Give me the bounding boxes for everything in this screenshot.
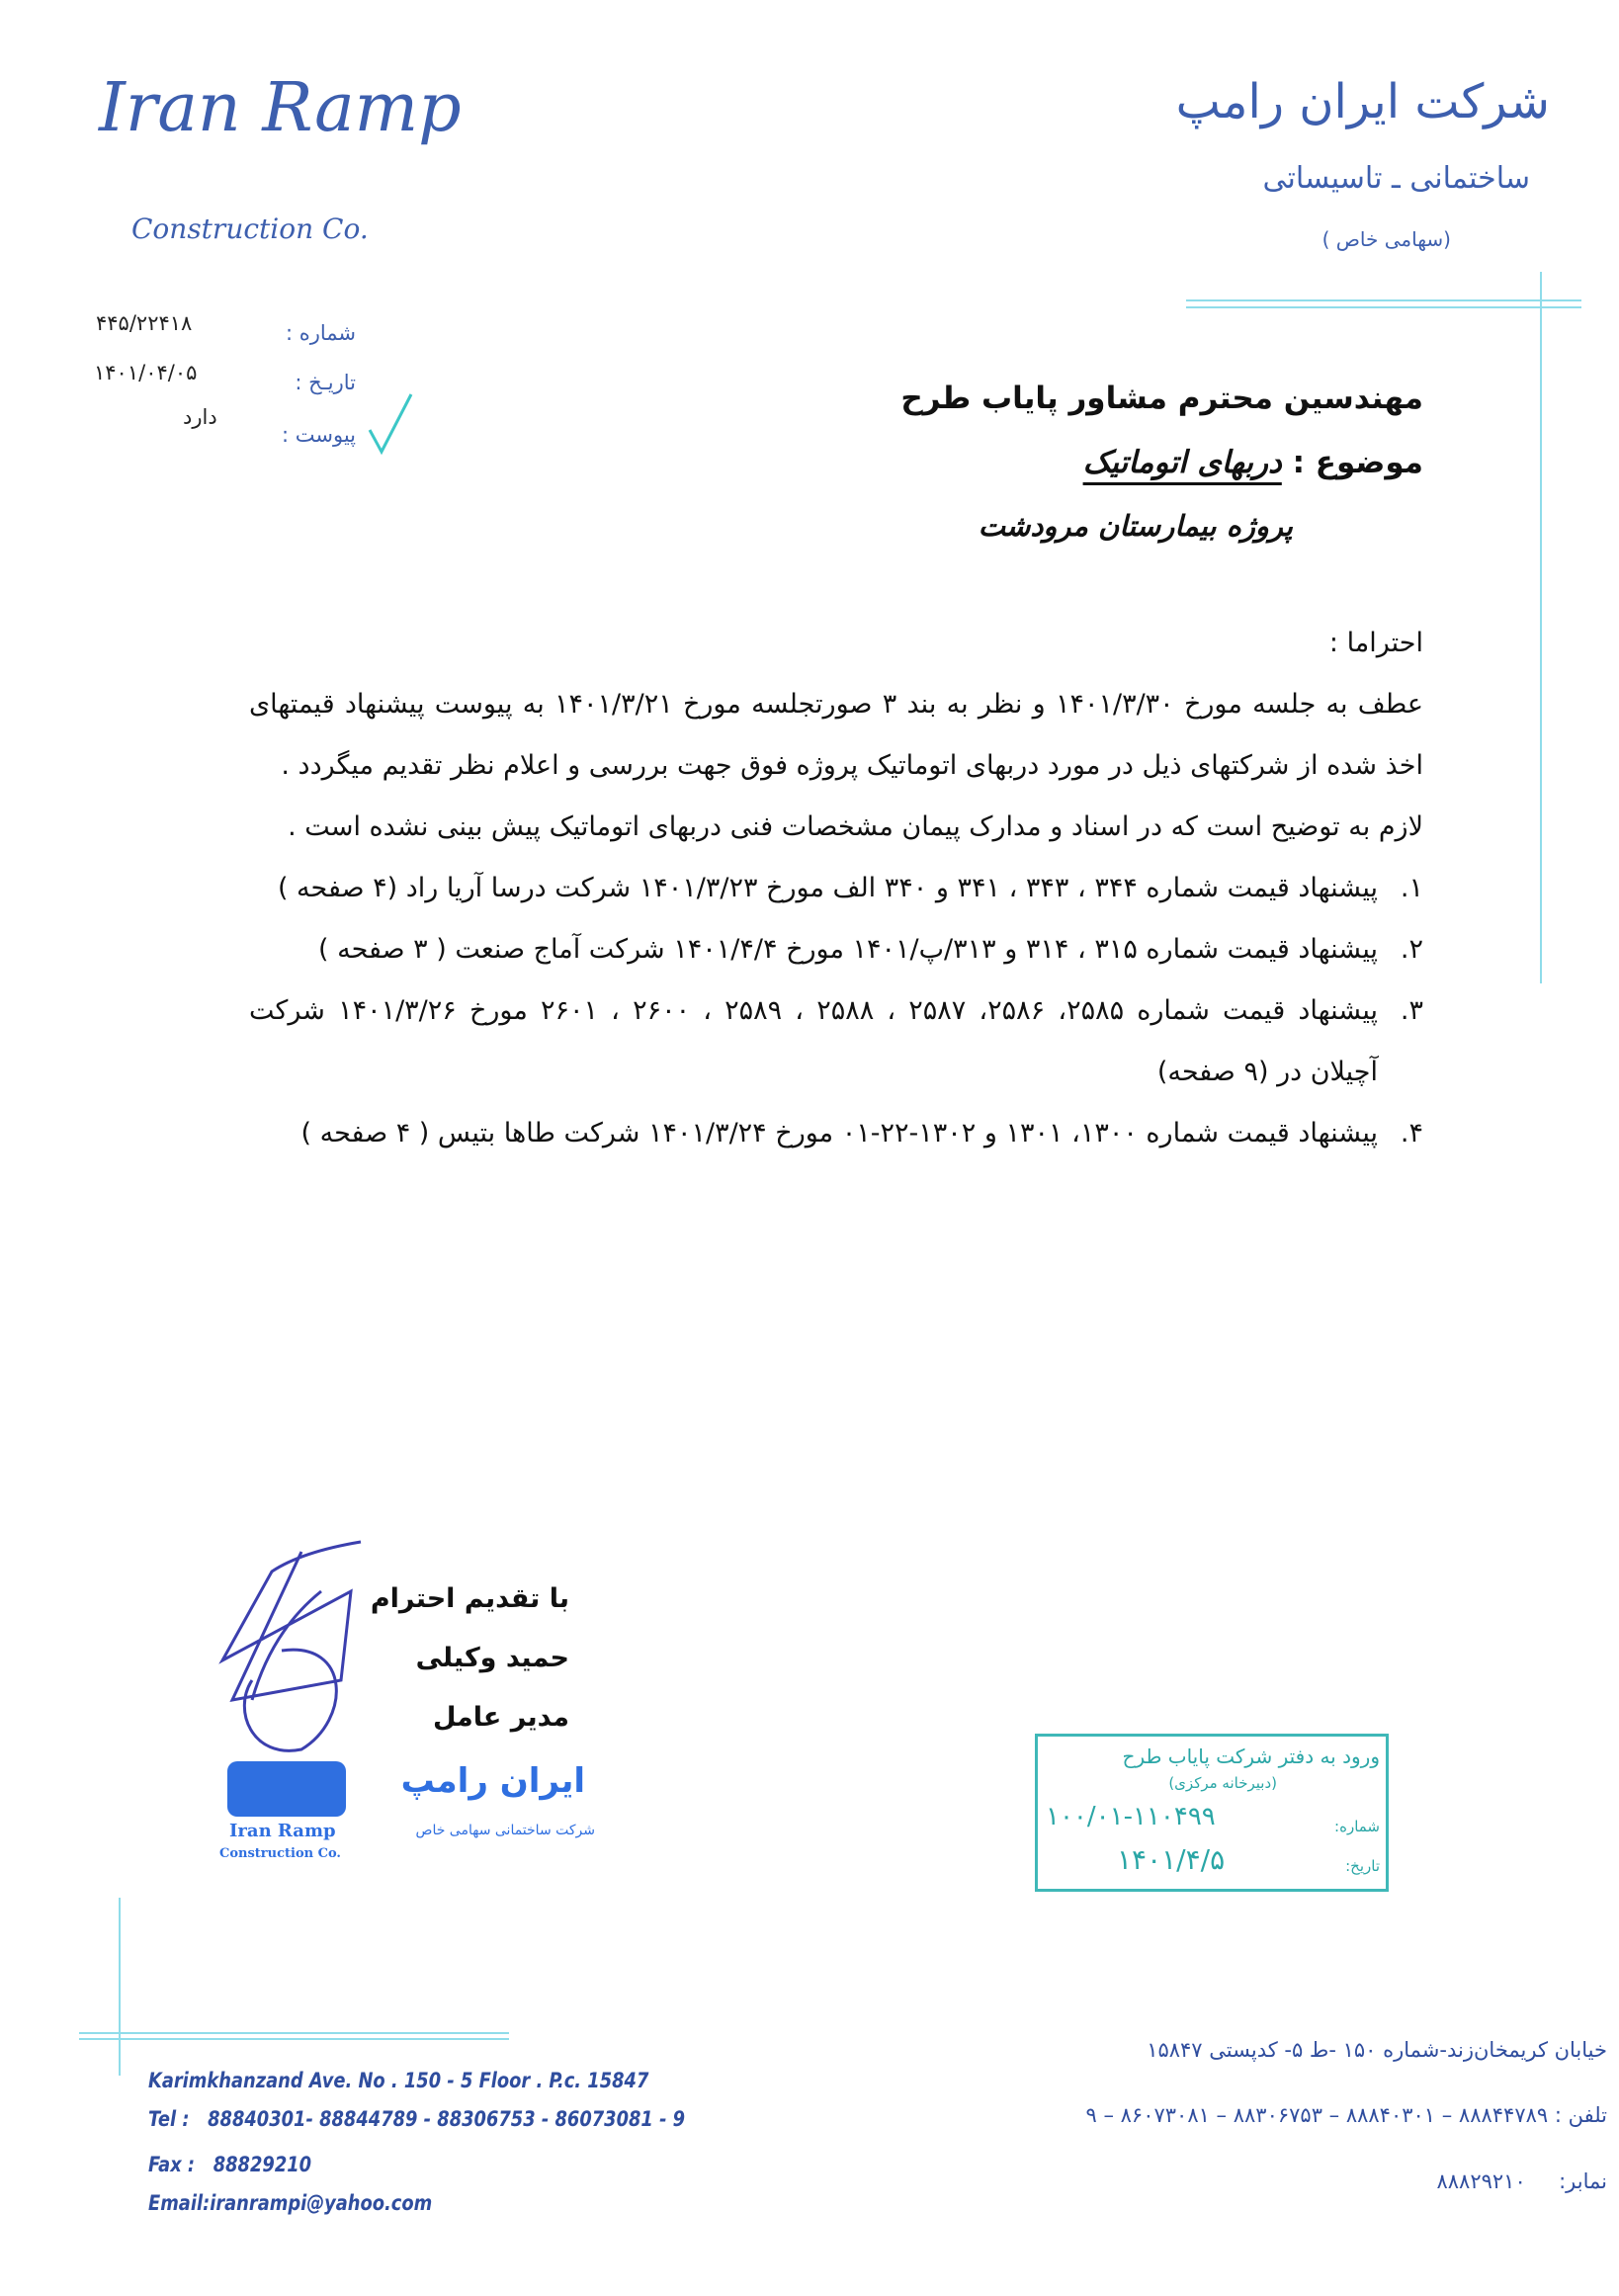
- brand-logo-fa: شرکت ایران رامپ: [1175, 74, 1550, 129]
- attachment-list: [249, 858, 1423, 1164]
- number-value: ۴۴۵/۲۲۴۱۸: [96, 311, 193, 335]
- footer-tel-en: Tel : 88840301- 88844789 - 88306753 - 86073081 - 9: [148, 2107, 686, 2131]
- brand-type-fa: (سهامی خاص ): [1321, 227, 1451, 251]
- brand-subtitle-en: Construction Co.: [131, 213, 369, 245]
- decor-line: [1186, 299, 1581, 301]
- number-label: شماره :: [285, 321, 356, 345]
- paragraph: لازم به توضیح است که در اسناد و مدارک پیمان مشخصات فنی دربهای اتوماتیک پیش بینی نشده است .: [288, 811, 1423, 842]
- list-item: ۴. پیشنهاد قیمت شماره ۱۳۰۰، ۱۳۰۱ و ۱۳۰۲-۲۲-۰۱ مورخ ۱۴۰۱/۳/۲۴ شرکت طاها بتیس ( ۴ صفحه ): [300, 1118, 1423, 1148]
- signature-block: [371, 1570, 569, 1747]
- stamp-date-label: تاریخ:: [1345, 1857, 1380, 1875]
- stamp-number-label: شماره:: [1334, 1818, 1380, 1835]
- subject: [1083, 445, 1423, 480]
- paragraph: عطف به جلسه مورخ ۱۴۰۱/۳/۳۰ و نظر به بند ۳ صورتجلسه مورخ ۱۴۰۱/۳/۲۱ به پیوست پیشنهاد قیمتهای اخذ شده از شرکتهای ذیل در مورد دربهای اتوماتیک پروژه فوق جهت بررسی و اعلام نظر تقدیم میگردد .: [249, 689, 1423, 781]
- decor-line: [1540, 272, 1542, 983]
- stamp-date-value: ۱۴۰۱/۴/۵: [1117, 1843, 1226, 1876]
- receipt-stamp: [1035, 1734, 1389, 1892]
- footer-fax-fa: نمابر: ۸۸۸۲۹۲۱۰: [1436, 2169, 1607, 2193]
- attachment-value: دارد: [183, 405, 217, 429]
- attachment-label: پیوست :: [282, 423, 356, 447]
- signer-title: مدیر عامل: [432, 1702, 569, 1733]
- addressee: مهندسین محترم مشاور پایاب طرح: [900, 381, 1423, 416]
- footer-fax-en: Fax : 88829210: [148, 2153, 312, 2176]
- seal-emblem: [227, 1761, 346, 1817]
- seal-name-en: Iran Ramp: [229, 1821, 336, 1841]
- checkmark-icon: [366, 390, 415, 460]
- stamp-subtitle: (دبیرخانه مرکزی): [1168, 1774, 1277, 1792]
- list-item: ۱. پیشنهاد قیمت شماره ۳۴۴ ، ۳۴۳ ، ۳۴۱ و ۳۴۰ الف مورخ ۱۴۰۱/۳/۲۳ شرکت درسا آریا راد (۴ صفحه ): [277, 873, 1423, 903]
- decor-line: [119, 1898, 121, 2076]
- decor-line: [1186, 306, 1581, 308]
- salutation: احتراما :: [1328, 628, 1423, 658]
- handwritten-signature: [213, 1532, 371, 1759]
- stamp-title: ورود به دفتر شرکت پایاب طرح: [1122, 1744, 1380, 1768]
- decor-line: [79, 2032, 509, 2034]
- footer-address-en: Karimkhanzand Ave. No . 150 - 5 Floor . P.c. 15847: [148, 2069, 649, 2092]
- subject-value: دربهای اتوماتیک: [1082, 445, 1282, 480]
- project-name: پروژه بیمارستان مرودشت: [978, 509, 1293, 543]
- signer-name: حمید وکیلی: [415, 1643, 569, 1673]
- company-seal: [219, 1761, 595, 1880]
- list-item: ۳. پیشنهاد قیمت شماره ۲۵۸۵، ۲۵۸۶، ۲۵۸۷ ، ۲۵۸۸ ، ۲۵۸۹ ، ۲۶۰۰ ، ۲۶۰۱ مورخ ۱۴۰۱/۳/۲۶ شرکت آچیلان در (۹ صفحه): [249, 995, 1423, 1087]
- date-label: تاریـخ :: [295, 371, 356, 394]
- seal-subtitle-fa: شرکت ساختمانی سهامی خاص: [415, 1823, 595, 1838]
- seal-name-fa: ایران رامپ: [400, 1761, 585, 1801]
- letter-body: [249, 613, 1423, 1164]
- brand-logo-en: Iran Ramp: [99, 69, 462, 147]
- closing: با تقدیم احترام: [370, 1583, 569, 1614]
- footer-tel-fa: تلفن : ۸۸۸۴۴۷۸۹ – ۸۸۸۴۰۳۰۱ – ۸۸۳۰۶۷۵۳ – ۸۶۰۷۳۰۸۱ – ۹: [1085, 2103, 1607, 2127]
- footer-address-fa: خیابان کریمخان‌زند-شماره ۱۵۰ -ط ۵- کدپستی ۱۵۸۴۷: [1147, 2038, 1607, 2062]
- date-value: ۱۴۰۱/۰۴/۰۵: [94, 361, 198, 384]
- stamp-number-value: ۱۰۰/۰۱-۱۱۰۴۹۹: [1046, 1802, 1216, 1831]
- decor-line: [79, 2038, 509, 2040]
- seal-subtitle-en: Construction Co.: [219, 1846, 341, 1861]
- list-item: ۲. پیشنهاد قیمت شماره ۳۱۵ ، ۳۱۴ و ۳۱۳/پ/۱۴۰۱ مورخ ۱۴۰۱/۴/۴ شرکت آماج صنعت ( ۳ صفحه ): [317, 934, 1423, 965]
- brand-subtitle-fa: ساختمانی ـ تاسیساتی: [1262, 161, 1530, 196]
- footer-email-en[interactable]: Email:iranrampi@yahoo.com: [148, 2191, 433, 2215]
- subject-label: موضوع :: [1292, 445, 1423, 480]
